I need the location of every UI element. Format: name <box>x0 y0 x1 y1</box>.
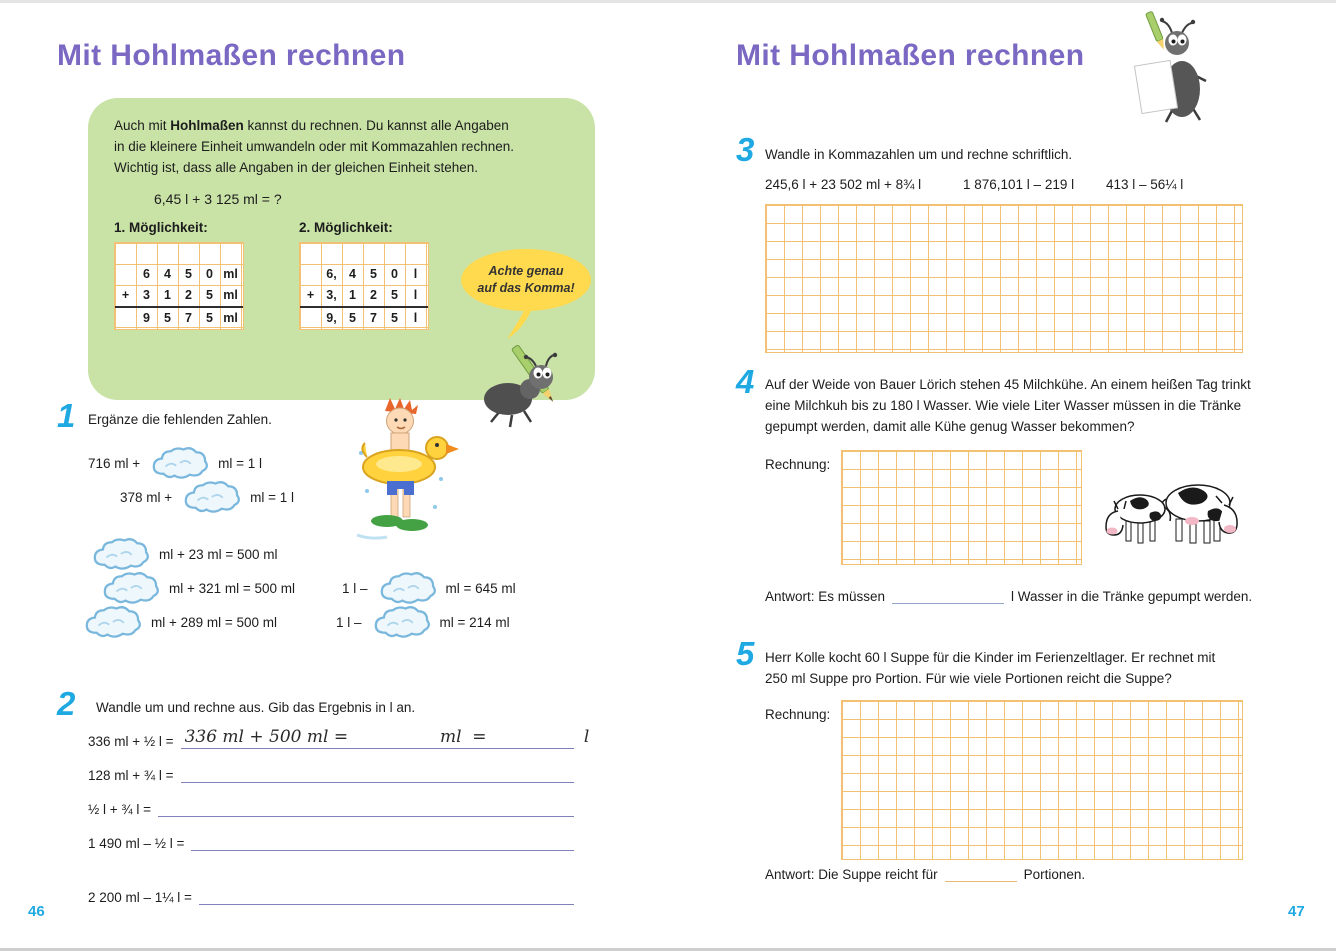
row-text: 1 l – <box>342 580 368 596</box>
problem-1: 245,6 l + 23 502 ml + 8¾ l <box>765 177 922 192</box>
exercise5-number: 5 <box>736 635 755 672</box>
right-page-number: 47 <box>1288 903 1305 920</box>
exercise1-instruction: Ergänze die fehlenden Zahlen. <box>88 412 272 427</box>
method-1 <box>114 220 244 330</box>
ant-with-paper-illustration <box>1126 11 1214 137</box>
calc-cell: + <box>121 288 130 302</box>
fill-in-row-5 <box>80 604 277 640</box>
exercise5-calc-label: Rechnung: <box>765 707 831 722</box>
exercise4-line-3: gepumpt werden, damit alle Kühe genug Wasser bekommen? <box>765 419 1135 434</box>
row-text: 378 ml + <box>120 489 173 505</box>
calc-cell: + <box>306 288 315 302</box>
calc-cell: 5 <box>206 311 213 325</box>
exercise5-text <box>765 647 1215 689</box>
cow-left <box>1106 495 1170 543</box>
boy-with-duck-ring-illustration <box>337 395 462 550</box>
answer-text-post: Portionen. <box>1023 867 1086 882</box>
exercise5-answer <box>765 866 1085 882</box>
exercise4-line-2: eine Milchkuh bis zu 180 l Wasser. Wie viele Liter Wasser müssen in die Tränke <box>765 398 1242 413</box>
fill-in-row-4 <box>98 570 295 606</box>
calc-cell <box>115 264 136 285</box>
calc-cell: l <box>413 288 418 302</box>
row-text: ml = 1 l <box>250 489 295 505</box>
method-2 <box>299 220 429 330</box>
fill-in-row-2 <box>120 479 294 515</box>
calc-cell: 5 <box>391 288 398 302</box>
answer-blank <box>945 866 1017 882</box>
problem-3: 413 l – 56¼ l <box>1106 177 1184 192</box>
calc-cell: 2 <box>185 288 192 302</box>
calc-row <box>115 264 243 285</box>
row-text: ml = 1 l <box>218 455 263 471</box>
exercise4-answer <box>765 588 1252 604</box>
calc-cell: 5 <box>370 267 377 281</box>
equation-label: 1 490 ml – ½ l = <box>88 836 185 851</box>
cloud-blank <box>147 445 211 481</box>
calc-row <box>115 285 243 306</box>
speech-bubble <box>461 249 591 311</box>
calc-cell <box>115 308 136 329</box>
method1-label: 1. Möglichkeit: <box>114 220 208 235</box>
cloud-blank <box>98 570 162 606</box>
calc-cell: 4 <box>349 267 356 281</box>
fill-in-row-6 <box>342 570 516 606</box>
equation-label: 336 ml + ½ l = <box>88 734 174 749</box>
calc-cell: 5 <box>164 311 171 325</box>
calc-cell: 3 <box>143 288 150 302</box>
row-text: ml + 321 ml = 500 ml <box>169 580 296 596</box>
answer-line <box>191 826 574 851</box>
calc-row-sum <box>115 306 243 329</box>
example-equation: 6,45 l + 3 125 ml = ? <box>154 191 282 207</box>
cloud-blank <box>369 604 433 640</box>
answer-text-pre: Antwort: Die Suppe reicht für <box>765 867 938 882</box>
cloud-blank <box>80 604 144 640</box>
left-page-number: 46 <box>28 903 45 920</box>
calc-row-sum <box>300 306 428 329</box>
calc-cell: l <box>413 267 418 281</box>
calc-cell <box>300 264 321 285</box>
equation-row <box>88 759 574 783</box>
info-line-2: in die kleinere Einheit umwandeln oder mit Kommazahlen rechnen. <box>114 139 514 154</box>
calc-cell: 0 <box>206 267 213 281</box>
equation-row <box>88 793 574 817</box>
equation-label: 128 ml + ¾ l = <box>88 768 174 783</box>
answer-line <box>181 724 590 749</box>
calc-cell: 1 <box>164 288 171 302</box>
cloud-blank <box>375 570 439 606</box>
answer-blank <box>892 588 1004 604</box>
method2-label: 2. Möglichkeit: <box>299 220 393 235</box>
method2-calculation <box>299 242 429 330</box>
fill-in-row-1 <box>88 445 262 481</box>
row-text: ml = 214 ml <box>439 614 510 630</box>
cows-illustration <box>1096 467 1246 549</box>
exercise4-calc-label: Rechnung: <box>765 457 831 472</box>
cloud-blank <box>179 479 243 515</box>
answer-grid-exercise3 <box>765 204 1243 353</box>
cow-right <box>1160 485 1237 543</box>
calc-row <box>300 285 428 306</box>
method1-calculation <box>114 242 244 330</box>
calc-cell: 2 <box>370 288 377 302</box>
exercise2-instruction: Wandle um und rechne aus. Gib das Ergebnis in l an. <box>96 700 416 715</box>
answer-grid-exercise4 <box>841 450 1082 565</box>
info-line-1: Auch mit Hohlmaßen kannst du rechnen. Du kannst alle Angaben <box>114 118 509 133</box>
speech-bubble-line1: Achte genau <box>488 264 564 279</box>
calc-cell: 4 <box>164 267 171 281</box>
answer-text-post: l Wasser in die Tränke gepumpt werden. <box>1011 589 1253 604</box>
calc-cell: 7 <box>185 311 192 325</box>
row-text: ml = 645 ml <box>445 580 516 596</box>
exercise2-number: 2 <box>57 685 76 722</box>
answer-line <box>158 792 574 817</box>
info-line-3: Wichtig ist, dass alle Angaben in der gleichen Einheit stehen. <box>114 160 478 175</box>
calc-cell: 5 <box>206 288 213 302</box>
row-text: 1 l – <box>336 614 362 630</box>
info-text <box>114 115 569 178</box>
equation-row <box>88 827 574 851</box>
row-text: 716 ml + <box>88 455 141 471</box>
exercise1-number: 1 <box>57 397 76 434</box>
calc-cell: 6, <box>326 267 337 281</box>
answer-text-pre: Antwort: Es müssen <box>765 589 886 604</box>
calc-cell: 0 <box>391 267 398 281</box>
row-text: ml + 23 ml = 500 ml <box>159 546 278 562</box>
calc-cell: ml <box>223 311 238 325</box>
calc-cell: 7 <box>370 311 377 325</box>
speech-bubble-line2: auf das Komma! <box>477 281 575 295</box>
equation-row <box>88 725 590 749</box>
calc-cell: ml <box>223 267 238 281</box>
answer-grid-exercise5 <box>841 700 1243 860</box>
calc-cell: ml <box>223 288 238 302</box>
ant-with-pencil-illustration <box>478 333 578 428</box>
exercise3-instruction: Wandle in Kommazahlen um und rechne schriftlich. <box>765 147 1073 162</box>
answer-line <box>199 880 574 905</box>
calc-cell: 5 <box>391 311 398 325</box>
fill-in-row-3 <box>88 536 278 572</box>
calc-cell: 3, <box>326 288 337 302</box>
exercise5-line-2: 250 ml Suppe pro Portion. Für wie viele Portionen reicht die Suppe? <box>765 671 1172 686</box>
calc-cell: 5 <box>349 311 356 325</box>
left-page-title: Mit Hohlmaßen rechnen <box>57 39 406 72</box>
equation-row <box>88 881 574 905</box>
calc-cell: 1 <box>349 288 356 302</box>
row-text: ml + 289 ml = 500 ml <box>151 614 278 630</box>
handwritten-answer: 336 ml + 500 ml = ml = l <box>184 727 590 747</box>
exercise4-number: 4 <box>736 363 755 400</box>
exercise3-number: 3 <box>736 131 755 168</box>
calc-row <box>300 264 428 285</box>
exercise4-text <box>765 374 1251 437</box>
right-page-title: Mit Hohlmaßen rechnen <box>736 39 1085 72</box>
fill-in-row-7 <box>336 604 510 640</box>
exercise2-rows <box>88 725 590 915</box>
equation-label: 2 200 ml – 1¼ l = <box>88 890 192 905</box>
calc-cell: 9, <box>326 311 337 325</box>
problem-2: 1 876,101 l – 219 l <box>963 177 1075 192</box>
equation-label: ½ l + ¾ l = <box>88 802 152 817</box>
exercise5-line-1: Herr Kolle kocht 60 l Suppe für die Kinder im Ferienzeltlager. Er rechnet mit <box>765 650 1216 665</box>
answer-line <box>181 758 574 783</box>
calc-cell: 5 <box>185 267 192 281</box>
exercise4-line-1: Auf der Weide von Bauer Lörich stehen 45 Milchkühe. An einem heißen Tag trinkt <box>765 377 1251 392</box>
cloud-blank <box>88 536 152 572</box>
calc-cell: 9 <box>143 311 150 325</box>
calc-cell <box>300 308 321 329</box>
calc-cell: 6 <box>143 267 150 281</box>
calc-cell: l <box>413 311 418 325</box>
